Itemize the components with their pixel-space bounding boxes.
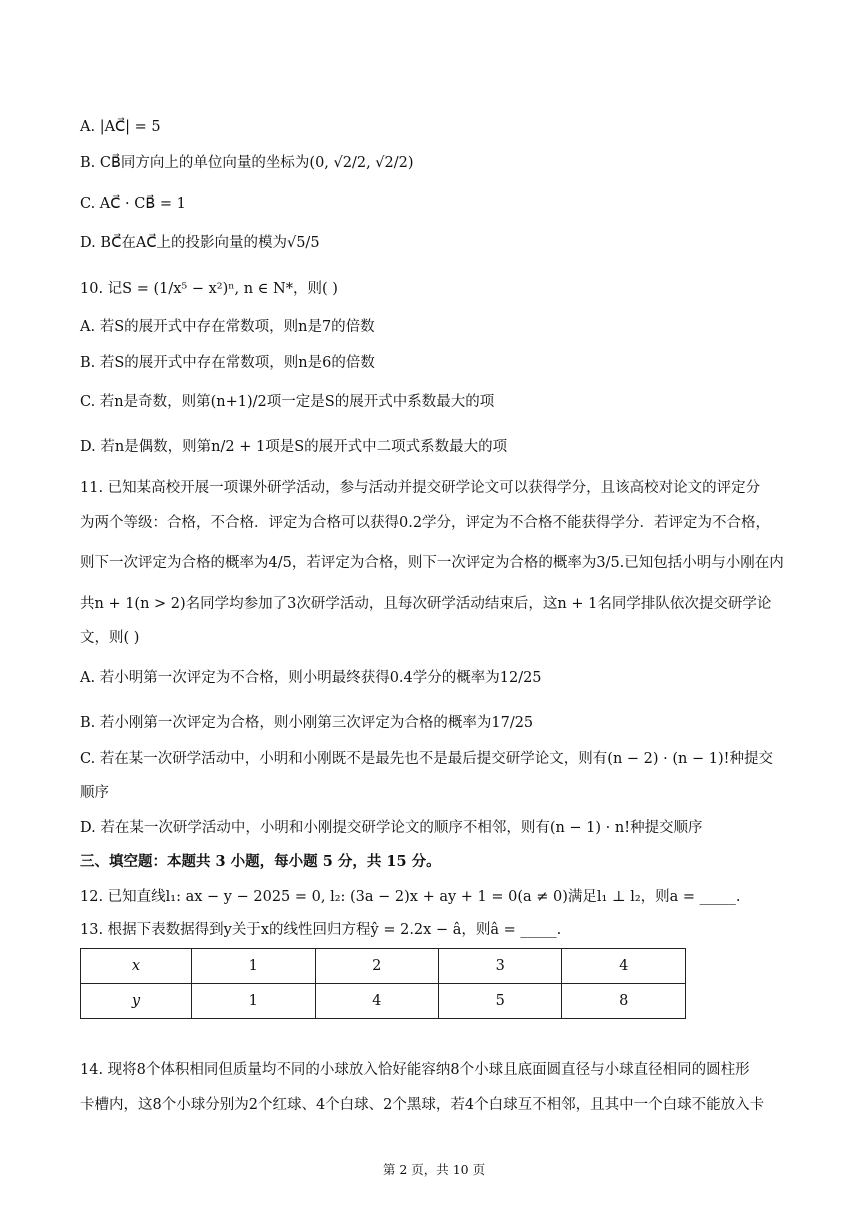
text-line: 12. 已知直线l₁: ax − y − 2025 = 0, l₂: (3a − 2)x + ay + 1 = 0(a ≠ 0)满足l₁ ⊥ l₂，则a = _____. <box>80 889 741 905</box>
text-line: 14. 现将8个体积相同但质量均不同的小球放入恰好能容纳8个小球且底面圆直径与小球直径相同的圆柱形 <box>80 1062 750 1078</box>
table-cell: 4 <box>562 949 686 984</box>
text-line: 13. 根据下表数据得到y关于x的线性回归方程ŷ = 2.2x − â，则â = _____. <box>80 922 562 938</box>
regression-data-table <box>80 948 686 1019</box>
page-footer: 第 2 页，共 10 页 <box>382 1162 486 1177</box>
table-cell: 8 <box>562 984 686 1019</box>
text-line: D. 若在某一次研学活动中，小明和小刚提交研学论文的顺序不相邻，则有(n − 1) · n!种提交顺序 <box>80 820 703 836</box>
text-line: 11. 已知某高校开展一项课外研学活动，参与活动并提交研学论文可以获得学分，且该高校对论文的评定分 <box>80 480 761 496</box>
table-cell: 5 <box>439 984 562 1019</box>
text-line: C. AC⃗ · CB⃗ = 1 <box>80 196 186 212</box>
text-line: A. 若S的展开式中存在常数项，则n是7的倍数 <box>80 319 375 335</box>
table-cell: 1 <box>192 949 315 984</box>
section-heading: 三、填空题：本题共 3 小题，每小题 5 分，共 15 分。 <box>80 853 441 870</box>
text-line: 共n + 1(n > 2)名同学均参加了3次研学活动，且每次研学活动结束后，这n + 1名同学排队依次提交研学论 <box>80 596 772 612</box>
table-cell: y <box>81 984 192 1019</box>
text-line: A. |AC⃗| = 5 <box>80 119 161 135</box>
text-line: D. 若n是偶数，则第n/2 + 1项是S的展开式中二项式系数最大的项 <box>80 439 508 455</box>
text-line: A. 若小明第一次评定为不合格，则小明最终获得0.4学分的概率为12/25 <box>80 670 542 686</box>
text-line: C. 若n是奇数，则第(n+1)/2项一定是S的展开式中系数最大的项 <box>80 394 495 410</box>
table-row <box>81 949 686 984</box>
text-line: B. CB⃗同方向上的单位向量的坐标为(0, √2/2, √2/2) <box>80 155 414 171</box>
text-line: 10. 记S = (1/x⁵ − x²)ⁿ, n ∈ N*，则( ) <box>80 281 338 297</box>
table-cell: 1 <box>192 984 315 1019</box>
text-line: 卡槽内，这8个小球分别为2个红球、4个白球、2个黑球，若4个白球互不相邻，且其中一个白球不能放入卡 <box>80 1097 765 1113</box>
text-line: B. 若S的展开式中存在常数项，则n是6的倍数 <box>80 355 375 371</box>
text-line: 为两个等级：合格，不合格．评定为合格可以获得0.2学分，评定为不合格不能获得学分．若评定为不合格， <box>80 515 771 531</box>
text-line: D. BC⃗在AC⃗上的投影向量的模为√5/5 <box>80 235 320 251</box>
table-row <box>81 984 686 1019</box>
text-line: 顺序 <box>80 785 109 801</box>
table-cell: x <box>81 949 192 984</box>
table-cell: 4 <box>315 984 438 1019</box>
table-cell: 3 <box>439 949 562 984</box>
text-line: B. 若小刚第一次评定为合格，则小刚第三次评定为合格的概率为17/25 <box>80 715 534 731</box>
text-line: 则下一次评定为合格的概率为4/5，若评定为合格，则下一次评定为合格的概率为3/5.已知包括小明与小刚在内 <box>80 555 784 571</box>
table-cell: 2 <box>315 949 438 984</box>
text-line: 文，则( ) <box>80 630 140 646</box>
text-line: C. 若在某一次研学活动中，小明和小刚既不是最先也不是最后提交研学论文，则有(n − 2) · (n − 1)!种提交 <box>80 751 773 767</box>
